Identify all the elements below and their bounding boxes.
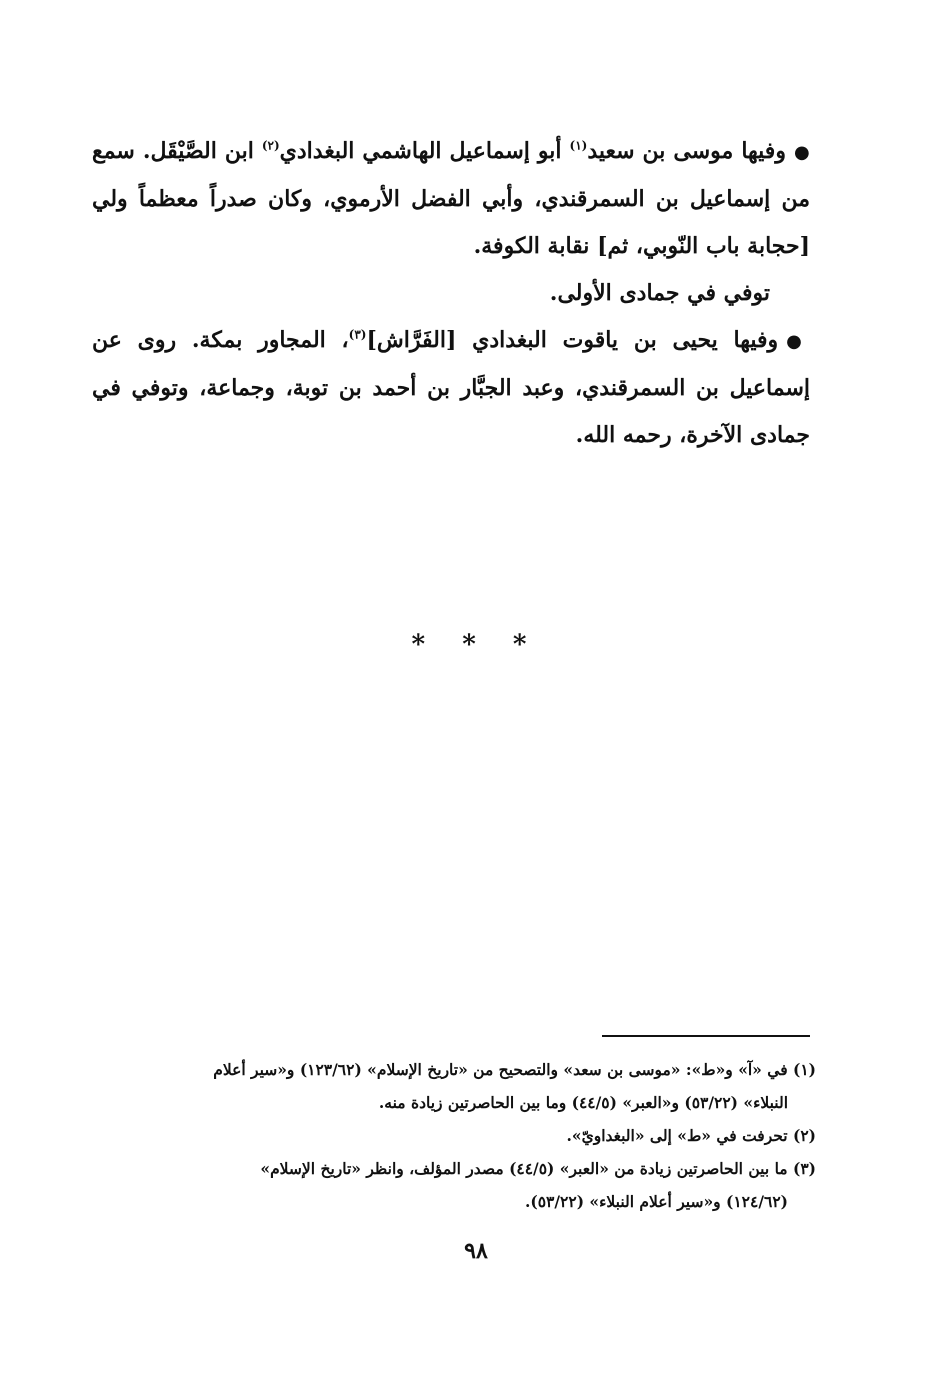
entry-yahya-text-b: ، المجاور بمكة. روى عن إسماعيل بن السمرقندي، وعبد الجبَّار بن أحمد بن توبة، وجماعة، وتوفي في جمادى الآخرة، رحمه الله. (92, 327, 810, 448)
footnotes (100, 1053, 816, 1218)
footnote-2: (٢) تحرفت في «ط» إلى «البغداويّ». (566, 1126, 816, 1145)
bullet-icon: ● (786, 331, 810, 352)
entry-musa-text-c: ابن الصَّيْقَل. سمع من إسماعيل بن السمرقندي، وأبي الفضل الأرموي، وكان صدراً معظماً ولي [حجابة باب النّوبي، ثم] نقابة الكوفة. (92, 138, 810, 259)
entry-musa-death: توفي في جمادى الأولى. (549, 280, 770, 306)
entry-yahya (92, 317, 810, 459)
section-separator: * * * (411, 630, 541, 660)
page-number: ٩٨ (464, 1238, 488, 1264)
footnote-ref-3[interactable]: (٣) (348, 327, 367, 342)
footnote-3-cont: (١٢٤/٦٢) و«سير أعلام النبلاء» (٥٣/٢٢). (525, 1192, 788, 1211)
entry-musa-text: وفيها موسى بن سعيد (587, 138, 786, 164)
entry-musa-text-b: أبو إسماعيل الهاشمي البغدادي (279, 138, 562, 164)
footnote-1: (١) في «آ» و«ط»: «موسى بن سعد» والتصحيح من «تاريخ الإسلام» (١٢٣/٦٢) و«سير أعلام (213, 1060, 816, 1079)
entry-musa (92, 128, 810, 270)
footnote-3: (٣) ما بين الحاصرتين زيادة من «العبر» (٤٤/٥) مصدر المؤلف، وانظر «تاريخ الإسلام» (260, 1159, 816, 1178)
footnote-1-cont: النبلاء» (٥٣/٢٢) و«العبر» (٤٤/٥) وما بين الحاصرتين زيادة منه. (378, 1093, 788, 1112)
main-text (92, 128, 810, 459)
bullet-icon: ● (793, 142, 810, 163)
entry-yahya-text: وفيها يحيى بن ياقوت البغدادي [الفَرَّاش] (366, 327, 779, 353)
footnote-ref-2[interactable]: (٢) (261, 138, 280, 153)
footnote-ref-1[interactable]: (١) (569, 138, 588, 153)
footnote-divider (602, 1035, 810, 1037)
